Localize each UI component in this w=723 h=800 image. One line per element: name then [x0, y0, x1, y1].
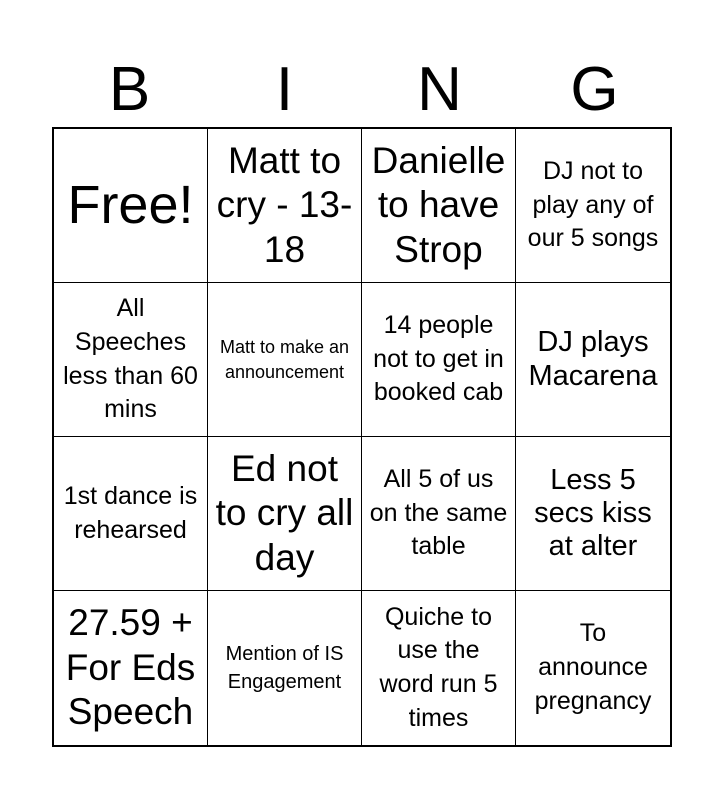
bingo-board — [52, 127, 672, 747]
bingo-cell[interactable] — [208, 129, 362, 283]
bingo-cell[interactable] — [54, 437, 208, 591]
cell-text: Quiche to use the word run 5 times — [379, 602, 498, 732]
bingo-cell[interactable] — [208, 437, 362, 591]
cell-text: Free! — [67, 174, 194, 235]
cell-text: DJ not to play any of our 5 songs — [527, 156, 659, 253]
cell-text: All 5 of us on the same table — [369, 464, 508, 561]
bingo-cell[interactable] — [54, 591, 208, 745]
bingo-cell[interactable] — [362, 591, 516, 745]
cell-text: 27.59 + For Eds Speech — [65, 602, 196, 733]
header-letter-g: G — [570, 55, 619, 124]
bingo-cell[interactable] — [208, 591, 362, 745]
cell-text: Danielle to have Strop — [371, 139, 506, 270]
bingo-cell[interactable] — [362, 437, 516, 591]
cell-text: 1st dance is rehearsed — [63, 481, 198, 544]
cell-text: To announce pregnancy — [534, 619, 652, 715]
bingo-cell[interactable] — [54, 283, 208, 437]
cell-text: All Speeches less than 60 mins — [63, 294, 198, 424]
bingo-cell[interactable] — [516, 437, 670, 591]
bingo-header — [52, 52, 672, 128]
bingo-cell[interactable] — [362, 283, 516, 437]
header-letter-i: I — [275, 55, 294, 124]
bingo-cell[interactable] — [208, 283, 362, 437]
cell-text: Matt to make an announcement — [219, 337, 350, 382]
cell-text: 14 people not to get in booked cab — [373, 310, 504, 407]
cell-text: Less 5 secs kiss at alter — [534, 463, 652, 563]
cell-text: Mention of IS Engagement — [225, 643, 344, 693]
cell-text: Ed not to cry all day — [215, 447, 354, 578]
bingo-cell[interactable] — [516, 129, 670, 283]
bingo-cell[interactable] — [516, 591, 670, 745]
bingo-cell[interactable] — [516, 283, 670, 437]
cell-text: DJ plays Macarena — [528, 326, 658, 392]
bingo-cell[interactable] — [362, 129, 516, 283]
header-letter-n: N — [417, 55, 462, 124]
header-letter-b: B — [108, 55, 151, 124]
bingo-cell-free[interactable] — [54, 129, 208, 283]
cell-text: Matt to cry - 13-18 — [216, 139, 353, 270]
